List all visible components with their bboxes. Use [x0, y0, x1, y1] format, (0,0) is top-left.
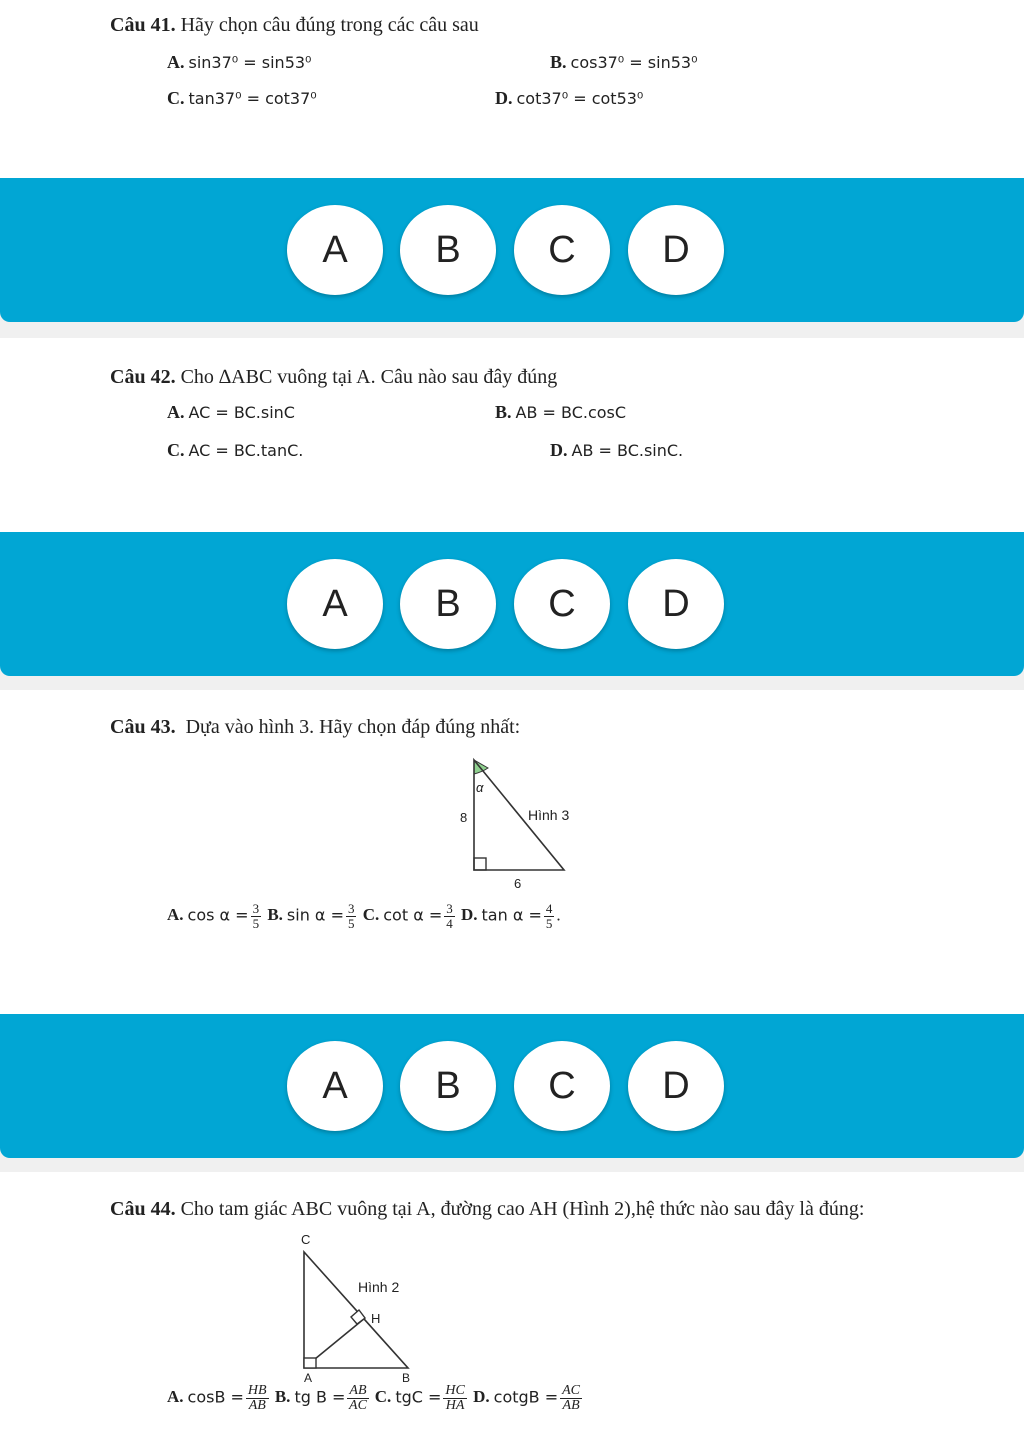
triangle: [304, 1252, 408, 1368]
answer-d-button[interactable]: D: [628, 1041, 724, 1131]
figure-title: Hình 3: [528, 807, 570, 823]
option-b: B. AB = BC.cosC: [495, 402, 627, 422]
question-card-43: [0, 690, 1024, 1014]
question-title: [110, 716, 520, 739]
right-angle-marker-h: [351, 1310, 365, 1324]
question-title: [110, 366, 557, 389]
answer-bar-43: [0, 1014, 1024, 1158]
alpha-label: α: [476, 780, 484, 795]
question-text: Dựa vào hình 3. Hãy chọn đáp đúng nhất:: [175, 716, 521, 738]
vertex-c-label: C: [301, 1232, 311, 1247]
option-b: B. cos37⁰ = sin53⁰: [550, 52, 698, 72]
question-card-42: [0, 338, 1024, 532]
question-card-44: [0, 1172, 1024, 1446]
answer-bar-42: [0, 532, 1024, 676]
side-label-6: 6: [514, 876, 522, 891]
question-number: Câu 42.: [110, 366, 176, 388]
answer-c-button[interactable]: C: [514, 559, 610, 649]
answer-b-button[interactable]: B: [400, 1041, 496, 1131]
triangle-figure-3: [440, 752, 600, 892]
right-angle-marker-a: [304, 1358, 316, 1368]
question-text: Cho tam giác ABC vuông tại A, đường cao AH (Hình 2),hệ thức nào sau đây là đúng:: [175, 1198, 865, 1220]
option-c: C. tan37⁰ = cot37⁰: [167, 88, 317, 108]
option-d: D. cot37⁰ = cot53⁰: [495, 88, 644, 108]
question-number: Câu 43.: [110, 716, 176, 738]
option-d: D. AB = BC.sinC.: [550, 440, 684, 460]
side-label-8: 8: [460, 810, 468, 825]
answer-a-button[interactable]: A: [287, 205, 383, 295]
option-row: A. cos α = $\frac{3}{5}$ B. sin α = $\frac{3}{5}$ C. cot α = $\frac{3}{4}$ D. tan α = $\frac{4}{5}$ .: [167, 901, 561, 931]
vertex-a-label: A: [304, 1371, 313, 1384]
answer-b-button[interactable]: B: [400, 559, 496, 649]
triangle-figure-2: [290, 1224, 450, 1384]
vertex-h-label: H: [371, 1311, 381, 1326]
answer-bar-41: [0, 178, 1024, 322]
question-text: Cho ∆ABC vuông tại A. Câu nào sau đây đúng: [175, 366, 558, 388]
answer-b-button[interactable]: B: [400, 205, 496, 295]
right-angle-marker: [474, 858, 486, 870]
answer-a-button[interactable]: A: [287, 559, 383, 649]
option-a: A. sin37⁰ = sin53⁰: [167, 52, 312, 72]
option-row: A. cosB = $\frac{HB}{AB}$ B. tg B = $\frac{AB}{AC}$ C. tgC = $\frac{HC}{HA}$ D. cotgB = $\frac{AC}{AB}$: [167, 1383, 581, 1413]
question-card-41: [0, 0, 1024, 178]
question-number: Câu 41.: [110, 14, 176, 36]
question-title: [110, 14, 479, 37]
answer-c-button[interactable]: C: [514, 1041, 610, 1131]
option-a: A. AC = BC.sinC: [167, 402, 295, 422]
answer-a-button[interactable]: A: [287, 1041, 383, 1131]
option-c: C. AC = BC.tanC.: [167, 440, 304, 460]
question-title: [110, 1198, 864, 1221]
figure-title: Hình 2: [358, 1279, 400, 1295]
vertex-b-label: B: [402, 1371, 411, 1384]
answer-d-button[interactable]: D: [628, 559, 724, 649]
question-number: Câu 44.: [110, 1198, 176, 1220]
answer-d-button[interactable]: D: [628, 205, 724, 295]
question-text: Hãy chọn câu đúng trong các câu sau: [175, 14, 479, 36]
answer-c-button[interactable]: C: [514, 205, 610, 295]
